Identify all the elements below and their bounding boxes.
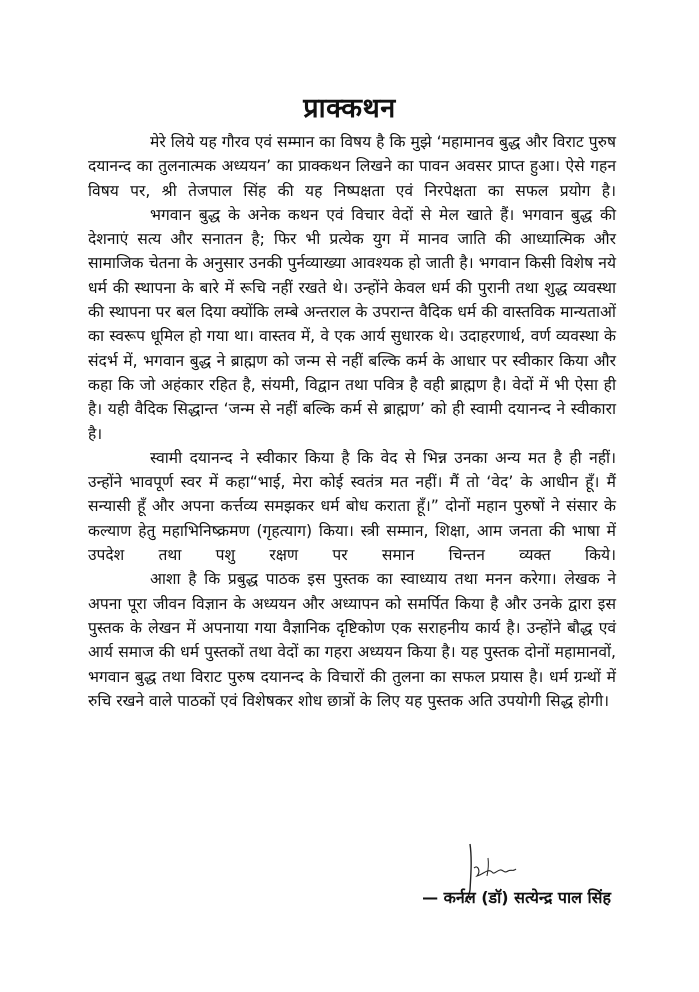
paragraph-1: मेरे लिये यह गौरव एवं सम्मान का विषय है कि मुझे ‘महामानव बुद्ध और विराट पुरुष दयानन्द का तुलनात्मक अध्ययन’ का प्राक्कथन लिखने का पावन अवसर प्राप्त हुआ। ऐसे गहन विषय पर, श्री तेजपाल सिंह की यह निष्पक्षता एवं निरपेक्षता का सफल प्रयोग है। (88, 133, 616, 200)
page-title: प्राक्कथन (303, 93, 396, 125)
author-signature-line: — कर्नल (डॉ) सत्येन्द्र पाल सिंह (422, 888, 611, 907)
paragraph-3: स्वामी दयानन्द ने स्वीकार किया है कि वेद से भिन्न उनका अन्य मत है ही नहीं। उन्होंने भावपूर्ण स्वर में कहा“भाई, मेरा कोई स्वतंत्र मत नहीं। मैं तो ‘वेद’ के आधीन हूँ। मैं सन्यासी हूँ और अपना कर्त्तव्य समझकर धर्म बोध कराता हूँ।” दोनों महान पुरुषों ने संसार के कल्याण हेतु महाभिनिष्क्रमण (गृहत्याग) किया। स्त्री सम्मान, शिक्षा, आम जनता की भाषा में उपदेश तथा पशु रक्षण पर समान चिन्तन व्यक्त किये। (88, 448, 616, 565)
paragraph-4: आशा है कि प्रबुद्ध पाठक इस पुस्तक का स्वाध्याय तथा मनन करेगा। लेखक ने अपना पूरा जीवन विज्ञान के अध्ययन और अध्यापन को समर्पित किया है और उनके द्वारा इस पुस्तक के लेखन में अपनाया गया वैज्ञानिक दृष्टिकोण एक सराहनीय कार्य है। उन्होंने बौद्ध एवं आर्य समाज की धर्म पुस्तकों तथा वेदों का गहरा अध्ययन किया है। यह पुस्तक दोनों महामानवों, भगवान बुद्ध तथा विराट पुरुष दयानन्द के विचारों की तुलना का सफल प्रयास है। धर्म ग्रन्थों में रुचि रखने वाले पाठकों एवं विशेषकर शोध छात्रों के लिए यह पुस्तक अति उपयोगी सिद्ध होगी। (88, 570, 616, 710)
paragraph-2: भगवान बुद्ध के अनेक कथन एवं विचार वेदों से मेल खाते हैं। भगवान बुद्ध की देशनाएं सत्य और सनातन है; फिर भी प्रत्येक युग में मानव जाति की आध्यात्मिक और सामाजिक चेतना के अनुसार उनकी पुर्नव्याख्या आवश्यक हो जाती है। भगवान किसी विशेष नये धर्म की स्थापना के बारे में रूचि नहीं रखते थे। उन्होंने केवल धर्म की पुरानी तथा शुद्ध व्यवस्था की स्थापना पर बल दिया क्योंकि लम्बे अन्तराल के उपरान्त वैदिक धर्म की वास्तविक मान्यताओं का स्वरूप धूमिल हो गया था। वास्तव में, वे एक आर्य सुधारक थे। उदाहरणार्थ, वर्ण व्यवस्था के संदर्भ में, भगवान बुद्ध ने ब्राह्मण को जन्म से नहीं बल्कि कर्म के आधार पर स्वीकार किया और कहा कि जो अहंकार रहित है, संयमी, विद्वान तथा पवित्र है वही ब्राह्मण है। वेदों में भी ऐसा ही है। यही वैदिक सिद्धान्त ‘जन्म से नहीं बल्कि कर्म से ब्राह्मण’ को ही स्वामी दयानन्द ने स्वीकारा है। (88, 205, 616, 443)
body-text (88, 130, 616, 713)
